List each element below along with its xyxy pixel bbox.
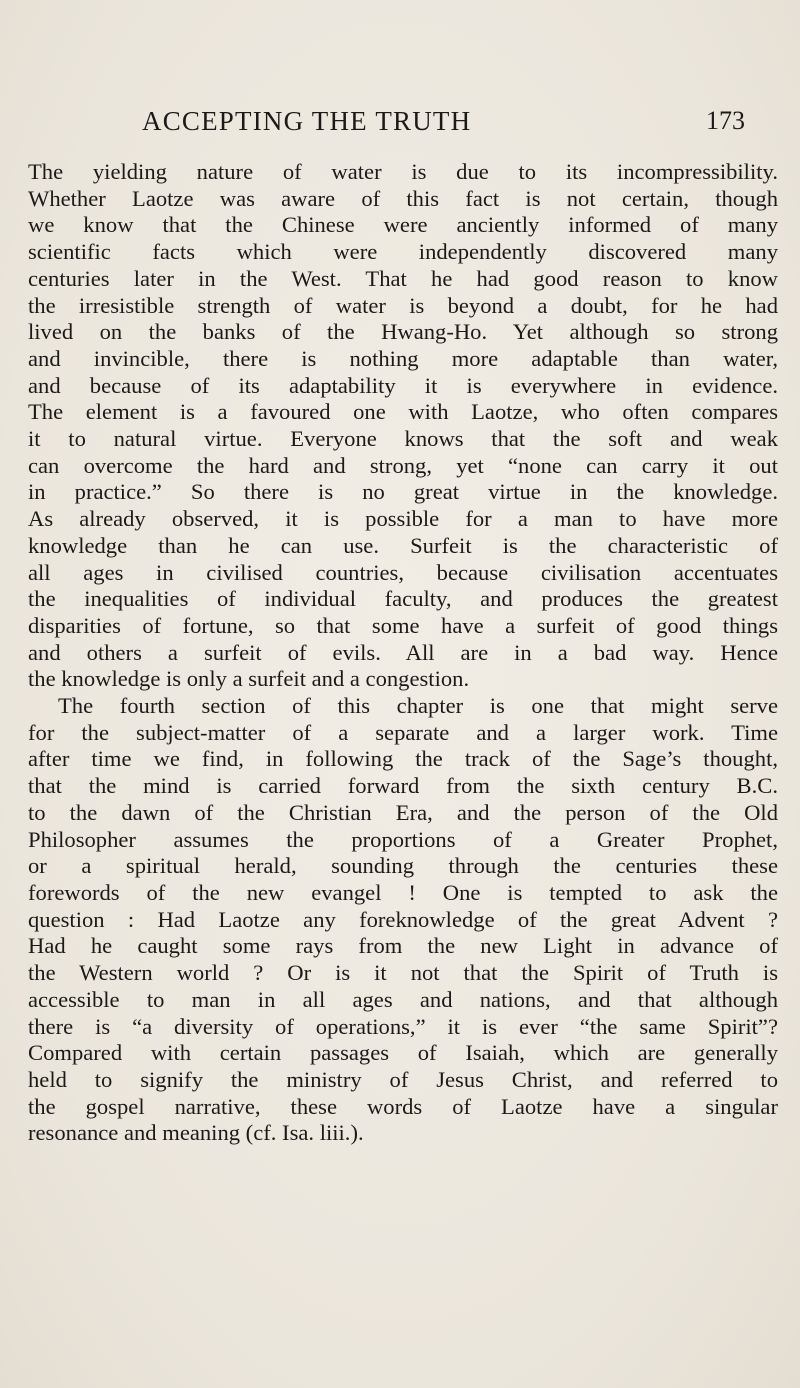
text-line: lived on the banks of the Hwang-Ho. Yet although so strong xyxy=(28,319,778,345)
body-text xyxy=(28,159,778,1147)
text-line: there is “a diversity of operations,” it is ever “the same Spirit”? xyxy=(28,1013,778,1039)
text-line: to the dawn of the Christian Era, and the person of the Old xyxy=(28,799,778,825)
page-header xyxy=(142,106,745,140)
text-line: the Western world ? Or is it not that the Spirit of Truth is xyxy=(28,960,778,986)
text-line: and others a surfeit of evils. All are in a bad way. Hence xyxy=(28,639,778,665)
text-line: Philosopher assumes the proportions of a Greater Prophet, xyxy=(28,826,778,852)
text-line: centuries later in the West. That he had good reason to know xyxy=(28,265,778,291)
text-line: and because of its adaptability it is everywhere in evidence. xyxy=(28,372,778,398)
text-line: accessible to man in all ages and nations, and that although xyxy=(28,986,778,1012)
text-line: that the mind is carried forward from the sixth century B.C. xyxy=(28,773,778,799)
text-line: the irresistible strength of water is beyond a doubt, for he had xyxy=(28,292,778,318)
text-line: disparities of fortune, so that some have a surfeit of good things xyxy=(28,612,778,638)
text-line: and invincible, there is nothing more adaptable than water, xyxy=(28,345,778,371)
text-line: all ages in civilised countries, because civilisation accentuates xyxy=(28,559,778,585)
text-line: resonance and meaning (cf. Isa. liii.). xyxy=(28,1120,364,1146)
text-line: or a spiritual herald, sounding through the centuries these xyxy=(28,853,778,879)
text-line: the gospel narrative, these words of Laotze have a singular xyxy=(28,1093,778,1119)
text-line: The yielding nature of water is due to its incompressibility. xyxy=(28,159,778,184)
text-line: scientific facts which were independently discovered many xyxy=(28,239,778,265)
running-head: ACCEPTING THE TRUTH xyxy=(142,106,472,136)
text-line: held to signify the ministry of Jesus Christ, and referred to xyxy=(28,1066,778,1092)
text-line: Whether Laotze was aware of this fact is not certain, though xyxy=(28,185,778,211)
text-line: The element is a favoured one with Laotze, who often compares xyxy=(28,399,778,425)
text-line: in practice.” So there is no great virtue in the knowledge. xyxy=(28,479,778,505)
text-line: the inequalities of individual faculty, and produces the greatest xyxy=(28,586,778,612)
text-line: The fourth section of this chapter is one that might serve xyxy=(58,693,778,719)
text-line: it to natural virtue. Everyone knows that the soft and weak xyxy=(28,426,778,452)
text-line: As already observed, it is possible for a man to have more xyxy=(28,506,778,532)
text-line: can overcome the hard and strong, yet “none can carry it out xyxy=(28,452,778,478)
text-line: forewords of the new evangel ! One is tempted to ask the xyxy=(28,879,778,905)
text-line: Compared with certain passages of Isaiah, which are generally xyxy=(28,1040,778,1066)
text-line: Had he caught some rays from the new Light in advance of xyxy=(28,933,778,959)
text-line: we know that the Chinese were anciently informed of many xyxy=(28,212,778,238)
page-number: 173 xyxy=(706,106,745,135)
text-line: after time we find, in following the track of the Sage’s thought, xyxy=(28,746,778,772)
text-line: knowledge than he can use. Surfeit is the characteristic of xyxy=(28,532,778,558)
text-line: the knowledge is only a surfeit and a congestion. xyxy=(28,666,470,692)
text-line: for the subject-matter of a separate and a larger work. Time xyxy=(28,719,778,745)
text-line: question : Had Laotze any foreknowledge of the great Advent ? xyxy=(28,906,778,932)
